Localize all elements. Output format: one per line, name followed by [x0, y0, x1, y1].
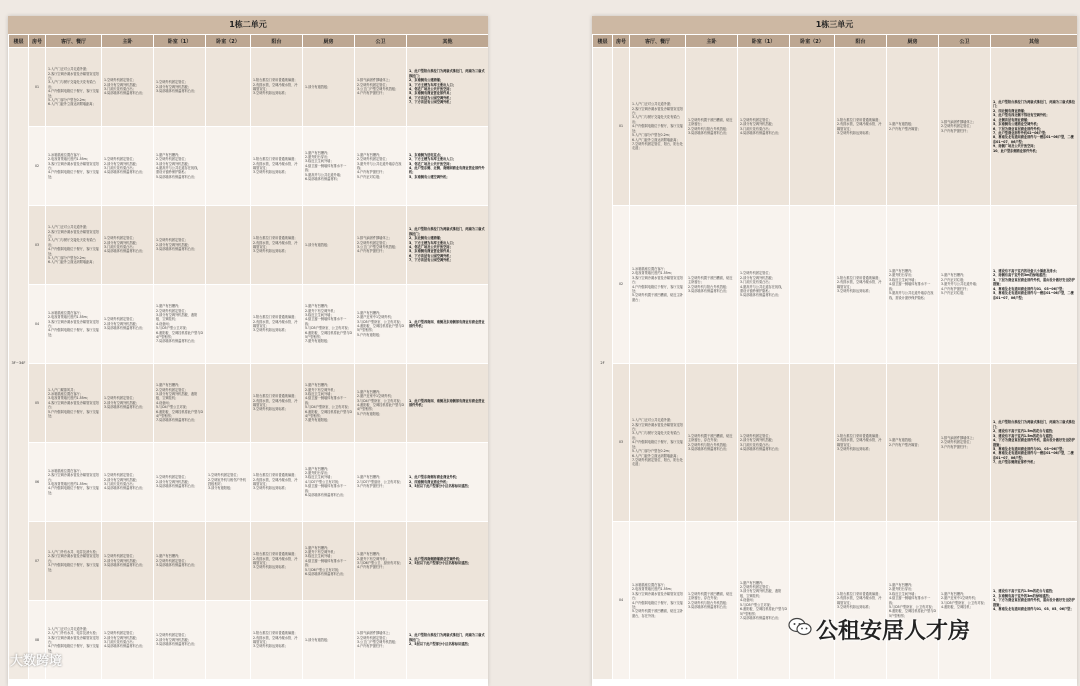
table-row	[593, 48, 1078, 206]
balcony-cell: 1.阳台推拉门采用普通玻璃窗； 2.有排水管，空调冷凝水管、冷媒管穿过； 3.空调外机如达到标准；	[835, 364, 887, 522]
master-bedroom-cell: 1.空调外机置于被凹槽面，贴近主卧窗台； 2.空调外机与阳台外机挡板； 3.局部墙体有保温材料凸出；	[686, 206, 738, 364]
room-number-cell: 04	[29, 285, 46, 364]
table-row	[9, 206, 489, 285]
room-number-cell: 03	[29, 206, 46, 285]
bedroom-1-cell: 1.空调外机固定管位； 2.部分有空调外机挡板； 3.门洞天花有梁凸出； 4.窗高并与公共走道存在视线，需设计窗纱保护隐私； 5.局部墙体有保温材料凸出；	[738, 206, 790, 364]
balcony-cell: 1.阳台推拉门采用普通玻璃窗； 2.有排水管，空调冷凝水管、冷媒管穿过； 3.空调外机如达到标准；	[251, 443, 303, 522]
other-notes-cell: 1、东南侧为送电室点； 2、下方主楼为车库主要出入口； 3、邻近广场及公共开放空间； 4、此户型东侧、北侧、南侧面商业有商业营业部件外机； 5、东南侧有公建空调外机；	[407, 127, 489, 206]
balcony-cell: 1.阳台推拉门采用普通玻璃窗； 2.有排水管，空调冷凝水管、冷媒管穿过； 3.空调外机如达到标准；	[251, 364, 303, 443]
table-row	[9, 364, 489, 443]
right-page	[592, 16, 1077, 686]
left-table	[8, 34, 488, 680]
right-table-header	[593, 35, 1078, 48]
column-header: 厨房	[303, 35, 355, 48]
balcony-cell: 1.阳台推拉门采用普通玻璃窗； 2.有排水管，空调冷凝水管、冷媒管穿过； 3.空调外机如达到标准；	[251, 127, 303, 206]
bedroom-1-cell: 1.窗户有凹槽内； 2.空调外机固定管位； 3.部分有空调外机挡板、遮阳板、空调挂机； 4.设备间； 5.与D5户型公卫对视； 6.遮阳板、空调挂机将此户型与D4户型相邻； 7.局部墙体有保温材料凸出；	[154, 285, 206, 364]
master-bedroom-cell: 1.空调外机固定管位； 2.部分有空调外机挡板； 3.局部墙体有保温材料凸出；	[102, 364, 154, 443]
bedroom-1-cell: 1.空调外机固定管位； 2.部分有空调外机挡板； 3.门洞天花有梁凸出； 4.局部墙体有保温材料凸出；	[738, 48, 790, 206]
table-row	[593, 364, 1078, 522]
column-header: 阳台	[835, 35, 887, 48]
bedroom-2-cell	[206, 127, 251, 206]
bathroom-cell: 1.排气扇固件撑墙体上； 2.空调外机固定管位； 3.公卫门户型空调外机挡板； 4.户内有护窗栏杆；	[355, 48, 407, 127]
room-number-cell: 08	[29, 601, 46, 680]
master-bedroom-cell: 1.空调外机固定管位； 2.部分有空调外机挡板； 3.门洞天花有梁凸出； 4.局部墙体有保温材料凸出；	[102, 127, 154, 206]
bedroom-2-cell	[206, 285, 251, 364]
column-header: 阳台	[251, 35, 303, 48]
column-header: 公卫	[939, 35, 991, 48]
bedroom-1-cell: 1.空调外机固定管位； 2.部分有空调外机挡板； 3.局部墙体有保温材料凸出；	[154, 443, 206, 522]
room-number-cell: 05	[29, 364, 46, 443]
kitchen-cell: 1.窗户有遮挡板； 2.户内有户型冷媒管；	[887, 48, 939, 206]
living-dining-cell: 1.入户门外有水井、电井及消火栓； 2.客厅空调冷凝水管及冷媒管穿过阳台； 3.户内强弱电箱位于餐厅，客厅交接处；	[46, 522, 102, 601]
table-row	[9, 48, 489, 127]
table-row	[9, 127, 489, 206]
bedroom-2-cell	[206, 48, 251, 127]
living-dining-cell: 1.入户门正对公共走道外窗； 2.客厅空调冷凝水管及冷媒管穿过阳台； 3.入户门与餐厅交接处天花有梁凸出； 4.户内强弱电箱位于餐厅，客厅交接处； 5.入户门部分户型在0.2m； 6.入户门距外立面达到附墙距离；	[46, 206, 102, 285]
kitchen-cell: 1.窗户有凹槽内； 2.窗外下有空调外机； 3.临近卫生间外墙； 4.厨卫窗一侧墙体有排水不一致； 5.与D6户型公卫有对视； 6.局部墙体有保温材料凸出；	[303, 522, 355, 601]
column-header: 楼层	[593, 35, 613, 48]
master-bedroom-cell: 1.空调外机固定管位； 2.部分有空调外机挡板； 3.门洞天花有梁凸出； 4.局部墙体有保温材料凸出；	[102, 206, 154, 285]
bedroom-1-cell: 1.空调外机固定管位； 2.部分有空调外机挡板； 3.局部墙体有保温材料凸出；	[154, 206, 206, 285]
kitchen-cell: 1.部分有遮挡板；	[303, 48, 355, 127]
other-notes-cell: 1、此户型东南侧有商业商业外机； 2、西南侧有商业商业外机； 3、5层以下此户型部分小区名称标识遮挡；	[407, 443, 489, 522]
kitchen-cell: 1.窗户有凹槽内； 2.窗外阳台穿出； 3.临近卫生间外墙； 4.厨卫窗一侧墙体有排水不一致； 5.窗高并与公共走道外墙存在视线，需设计窗纱保护隐私；	[887, 206, 939, 364]
living-dining-cell: 1.入户门正对公共走道外窗； 2.客厅空调冷凝水管及冷媒管穿过阳台； 3.入户门与餐厅交接处天花有梁凸出； 4.户内强弱电箱位于餐厅，客厅交接处； 5.入户门部分户型在0.2m； 6.入户门距外立面达到附墙距离； 7.空调外机固定管位、阳台，阳台处走道；	[630, 48, 686, 206]
living-dining-cell: 1.入户门正对公共走道外窗； 2.客厅空调冷凝水管及冷媒管穿过阳台； 3.入户门与餐厅交接处天花有梁凸出； 4.户内强弱电箱位于餐厅，客厅交接处； 5.入户门部分户型在0.2m； 6.入户门距外立面达到附墙距离； 7.空调外机固定管位、阳台，阳台处走道；	[630, 364, 686, 522]
bathroom-cell: 1.窗户有凹槽内； 2.户内正对垃圾； 3.窗外并与公共走道外墙； 4.户内有护窗栏杆； 5.户内正对垃圾；	[939, 206, 991, 364]
other-notes-cell: 1、建设有不高于室内1.5m的花台与遮挡； 2、东南侧有高于室外的3m的绿地遮挡； 3、下方为商业首层商业部件外机，需由设计做好安全防护措施； 4、靠南及北有道间商业部件与01、03、05、06户型；	[991, 522, 1078, 680]
bathroom-cell: 1.窗户有凹槽内； 2.与D7户型厨房、公卫有对视； 3.户内有护窗栏杆；	[355, 443, 407, 522]
column-header: 卧室（1）	[154, 35, 206, 48]
column-header: 公卫	[355, 35, 407, 48]
living-dining-cell: 1.入户门紧靠风井； 2.冰箱插座位置在客厅； 3.电视背景墙长度约1.55m； 4.客厅空调冷凝水管及冷媒管穿过阳台； 5.户内强弱电箱位于餐厅，客厅交接处；	[46, 364, 102, 443]
left-page-title: 1栋二单元	[8, 16, 488, 34]
other-notes-cell: 1、建设有不高于室内的设备大小插座及排水； 2、南侧有高于室外的3m的绿地遮挡； 3、下层为商业首层商业部件外机，需由设计做好安全防护措施； 4、靠南及北有道间商业部件与01、03~06户型； 5、靠南及北有道间商业部件与一楼东01~06户型，二楼东01~07、06户型；	[991, 206, 1078, 364]
balcony-cell: 1.阳台推拉门采用普通玻璃窗； 2.有排水管，空调冷凝水管、冷媒管穿过； 3.空调外机如达到标准；	[251, 601, 303, 680]
column-header: 房号	[613, 35, 630, 48]
living-dining-cell: 1.冰箱插座位置在客厅； 2.客厅空调冷凝水管及冷媒管穿过阳台； 3.电视背景墙长度约1.55m； 4.户内强弱电箱位于餐厅，客厅交接处；	[46, 443, 102, 522]
right-page-title: 1栋三单元	[592, 16, 1077, 34]
balcony-cell: 1.阳台推拉门采用普通玻璃窗； 2.有排水管，空调冷凝水管、冷媒管穿过； 3.空调外机如达到标准；	[251, 285, 303, 364]
bathroom-cell: 1.排气扇固件撑墙体上； 2.空调外机固定管位； 3.公卫门户型空调外机挡板； 4.户内有护窗栏杆；	[355, 206, 407, 285]
room-number-cell: 07	[29, 522, 46, 601]
bedroom-2-cell	[206, 601, 251, 680]
bathroom-cell: 1.排气扇固件撑墙体上； 2.空调外机固定管位； 3.公卫门户型空调外机挡板； 4.户内有护窗栏杆；	[355, 601, 407, 680]
column-header: 卧室（2）	[790, 35, 835, 48]
bathroom-cell: 1.窗户有凹槽内； 2.空调外机固定管位； 3.窗外并与公共走道外墙存在视线； 4.户内有护窗栏杆； 5.户内正对垃圾；	[355, 127, 407, 206]
other-notes-cell: 1、此户型阳台推拉门为两扇式推拉门，两扇为三扇式推拉门； 2、东北侧有公建商铺； 3、下方主楼为车库主要出入口； 4、邻近广场及公共开放空间； 5、东南侧有商业营业部件具； 6、下方首层有公园空调外机； 7、下方首层有公园空调外机；	[407, 206, 489, 285]
other-notes-cell: 1、此户型西南面、南侧及东南侧部有商业有商业营业部件外机；	[407, 364, 489, 443]
bathroom-cell: 1.窗户有凹槽内； 2.窗户近家中1空调外机； 3.与D4户型卧室、公卫有对视； 4.遮阳板、空调挂机将此户型与D4户型相邻； 5.户内有遮阳板；	[355, 364, 407, 443]
room-number-cell: 03	[613, 364, 630, 522]
bathroom-cell: 1.窗户有凹槽内； 2.窗户近家中1空调外机； 3.与D5户型卧室、公卫有对视； 4.遮阳板、空调挂机将此户型与D5户型相邻； 5.户内有遮阳板；	[355, 285, 407, 364]
table-row	[9, 285, 489, 364]
column-header: 客厅、餐厅	[46, 35, 102, 48]
table-row	[9, 601, 489, 680]
column-header: 主卧	[686, 35, 738, 48]
kitchen-cell: 1.窗户有凹槽内； 2.窗外阳台穿出； 3.临近卫生间外墙； 4.与D7户型公卫有对视； 5.厨卫窗一侧墙体有排水不一致； 6.局部墙体有保温材料凸出；	[303, 443, 355, 522]
watermark-right: 公租安居人才房	[816, 619, 971, 644]
table-row	[9, 443, 489, 522]
wechat-icon	[788, 616, 812, 638]
bathroom-cell: 1.窗户有凹槽内； 2.窗户近家中1空调外机； 3.与D5户型卧室、公卫有对视； 4.遮阳板、空调挂机；	[939, 522, 991, 680]
room-number-cell: 04	[613, 522, 630, 680]
left-table-header	[9, 35, 489, 48]
kitchen-cell: 1.窗户有凹槽内； 2.窗外阳台穿出； 3.临近卫生间外墙； 4.厨卫窗一侧墙体有排水不一致； 5.窗高并与公共走道外墙； 6.局部墙体有保温材料；	[303, 127, 355, 206]
room-number-cell: 01	[29, 48, 46, 127]
right-table	[592, 34, 1077, 680]
other-notes-cell: 1、此户型阳台推拉门为两扇式推拉门，两扇为三扇式推拉门； 2、5层以下此户型部分小区名称标识遮挡；	[407, 601, 489, 680]
living-dining-cell: 1.入户门正对公共走道外窗； 2.客厅空调冷凝水管及冷媒管穿过阳台； 3.入户门与餐厅交接处天花有梁凸出； 4.户内强弱电箱位于餐厅，客厅交接处； 5.入户门部分户型在0.2m； 6.入户门距外立面达到附墙距离；	[46, 48, 102, 127]
living-dining-cell: 1.冰箱插座位置在客厅； 2.电视背景墙长度约1.55m； 3.客厅空调冷凝水管及冷媒管穿过阳台； 4.户内强弱电箱位于餐厅，客厅交接处；	[46, 127, 102, 206]
left-table-body	[9, 48, 489, 680]
room-number-cell: 01	[613, 48, 630, 206]
table-row	[9, 522, 489, 601]
bedroom-1-cell: 1.空调外机固定管位； 2.部分有空调外机挡板； 3.局部墙体有保温材料凸出；	[154, 48, 206, 127]
bedroom-2-cell	[206, 522, 251, 601]
bedroom-2-cell	[790, 206, 835, 364]
master-bedroom-cell: 1.空调外机固定管位； 2.部分有空调外机挡板； 3.门洞天花有梁凸出； 4.局部墙体有保温材料凸出；	[102, 443, 154, 522]
column-header: 楼层	[9, 35, 29, 48]
bedroom-2-cell	[206, 206, 251, 285]
living-dining-cell: 1.冰箱插座位置在客厅； 2.电视背景墙长度约1.55m； 3.客厅空调冷凝水管及冷媒管穿过阳台； 4.户内强弱电箱位于餐厅，客厅交接处； 5.空调外机置于被凹槽面，贴近主卧窗台；	[630, 206, 686, 364]
master-bedroom-cell: 1.空调外机置于被凹槽面，贴近主卧窗台，存在外视； 2.空调外机与阳台外机挡板； 3.局部墙体有保温材料凸出；	[686, 522, 738, 680]
bedroom-2-cell	[206, 364, 251, 443]
column-header: 客厅、餐厅	[630, 35, 686, 48]
kitchen-cell: 1.窗户有遮挡板； 2.户内有户型冷媒管；	[887, 364, 939, 522]
column-header: 主卧	[102, 35, 154, 48]
room-number-cell: 02	[29, 127, 46, 206]
other-notes-cell: 1、此户型西南面、南侧及东南侧部有商业有商业营业部件外机；	[407, 285, 489, 364]
kitchen-cell: 1.窗户有凹槽内； 2.窗外下有空调外机； 3.临近卫生间外墙； 4.厨卫窗一侧墙体有排水不一致； 5.与D5户型卧室、公卫有对视； 6.遮阳板、空调挂机将此户型与D5户型相邻； 7.窗外有遮阳板；	[303, 285, 355, 364]
table-row	[593, 206, 1078, 364]
master-bedroom-cell: 1.空调外机置于被凹槽面，贴近主卧窗台，存在外视； 2.空调外机与阳台外机挡板； 3.局部墙体有保温材料凸出；	[686, 364, 738, 522]
bedroom-1-cell: 1.窗户有凹槽内； 2.空调外机固定管位； 3.部分有空调外机挡板、遮阳板、空调挂机； 4.设备间； 5.与D4户型公卫对视； 6.遮阳板、空调挂机将此户型与D4户型相邻； 7.局部墙体有保温材料凸出；	[154, 364, 206, 443]
bedroom-1-cell: 1.窗户有凹槽内； 2.空调外机固定管位； 3.局部墙体有保温材料凸出；	[154, 522, 206, 601]
column-header: 其他	[991, 35, 1078, 48]
column-header: 房号	[29, 35, 46, 48]
bedroom-1-cell: 1.窗户有凹槽内； 2.空调外机固定管位； 3.部分有空调外机挡板、遮阳板、空调挂机； 4.设备间； 5.与D5户型公卫对视； 6.遮阳板、空调挂机将此户型与D5户型相邻； 7.局部墙体有保温材料凸出；	[738, 522, 790, 680]
column-header: 其他	[407, 35, 489, 48]
floor-cell: 3F~34F	[9, 48, 29, 680]
column-header: 厨房	[887, 35, 939, 48]
room-number-cell: 02	[613, 206, 630, 364]
bedroom-2-cell	[790, 48, 835, 206]
living-dining-cell: 1.入户门正对公共走道外窗； 2.入户门外有水井、电井及消火栓； 3.客厅空调冷凝水管及冷媒管穿过阳台； 4.户内强弱电箱位于餐厅，客厅交接处；	[46, 601, 102, 680]
balcony-cell: 1.阳台推拉门采用普通玻璃窗； 2.有排水管，空调冷凝水管、冷媒管穿过； 3.空调外机如达到标准；	[835, 48, 887, 206]
other-notes-cell: 1、此户型阳台推拉门为两扇式推拉门，两扇为三扇式推拉门； 2、西北侧有商业商铺； 3、此户型有西北侧不得设有空调外机； 4、北侧首层有商业商铺； 5、东南侧有公建商业空调外机； 6、下层为商业首层商业部件外机； 7、此户型商业部件外机02~06户型； 8、靠南及北有道间商业部件与一楼东01~06户型，二楼东01~07、06户型； 9、南侧广场及公共开放空间； 10、此户型东侧商业部件外机；	[991, 48, 1078, 206]
balcony-cell: 1.阳台推拉门采用普通玻璃窗； 2.有排水管，空调冷凝水管、冷媒管穿过； 3.空调外机如达到标准；	[835, 206, 887, 364]
kitchen-cell: 1.部分有遮挡板；	[303, 206, 355, 285]
bedroom-1-cell: 1.空调外机固定管位； 2.部分有空调外机挡板； 3.局部墙体有保温材料凸出；	[154, 601, 206, 680]
kitchen-cell: 1.部分有遮挡板；	[303, 601, 355, 680]
column-header: 卧室（1）	[738, 35, 790, 48]
bathroom-cell: 1.排气扇固件撑墙体上； 2.空调外机固定管位； 3.户内有护窗栏杆；	[939, 48, 991, 206]
other-notes-cell: 1、此户型西南侧商铺商业空调外机； 2、5层以下此户型部分小区名称标识遮挡；	[407, 522, 489, 601]
master-bedroom-cell: 1.空调外机固定管位； 2.部分有空调外机挡板； 3.局部墙体有保温材料凸出；	[102, 522, 154, 601]
kitchen-cell: 1.窗户有凹槽内； 2.窗外阳台穿出； 3.临近卫生间外墙； 4.厨卫窗一侧墙体有排水不一致； 5.与D5户型卧室、公卫有对视； 6.遮阳板、空调挂机将此户型与D5户型相邻；	[887, 522, 939, 680]
floor-cell: 2F	[593, 48, 613, 680]
living-dining-cell: 1.冰箱插座位置在客厅； 2.电视背景墙长度约1.55m； 3.客厅空调冷凝水管及冷媒管穿过阳台； 4.户内强弱电箱位于餐厅，客厅交接处； 5.空调外机置于被凹槽面，贴近主卧窗台，存在外视；	[630, 522, 686, 680]
balcony-cell: 1.阳台推拉门采用普通玻璃窗； 2.有排水管，空调冷凝水管、冷媒管穿过； 3.空调外机如达到标准；	[251, 522, 303, 601]
kitchen-cell: 1.窗户有凹槽内； 2.窗外下有空调外机； 3.临近卫生间外墙； 4.厨卫窗一侧墙体有排水不一致； 5.与D4户型卧室、公卫有对视； 6.遮阳板、空调挂机将此户型与D4户型相邻； 7.窗外有遮阳板；	[303, 364, 355, 443]
master-bedroom-cell: 1.空调外机固定管位； 2.部分有空调外机挡板； 3.门洞天花有梁凸出； 4.局部墙体有保温材料凸出；	[102, 601, 154, 680]
bedroom-2-cell	[790, 364, 835, 522]
column-header: 卧室（2）	[206, 35, 251, 48]
master-bedroom-cell: 1.空调外机固定管位； 2.部分有空调外机挡板； 3.门洞天花有梁凸出； 4.局部墙体有保温材料凸出；	[102, 48, 154, 127]
bathroom-cell: 1.窗户有凹槽内； 2.窗外下有空调外机； 3.与D6户型公卫、厨房有对视； 4.户内有护窗栏杆；	[355, 522, 407, 601]
bedroom-1-cell: 1.空调外机固定管位； 2.部分有空调外机挡板； 3.门洞天花有梁凸出； 4.局部墙体有保温材料凸出；	[738, 364, 790, 522]
balcony-cell: 1.阳台推拉门采用普通玻璃窗； 2.有排水管，空调冷凝水管、冷媒管穿过； 3.空调外机如达到标准；	[835, 522, 887, 680]
bathroom-cell: 1.排气扇固件撑墙体上； 2.空调外机固定管位； 3.户内有护窗栏杆；	[939, 364, 991, 522]
balcony-cell: 1.阳台推拉门采用普通玻璃窗； 2.有排水管，空调冷凝水管、冷媒管穿过； 3.空调外机如达到标准；	[251, 206, 303, 285]
master-bedroom-cell: 1.空调外机置于被凹槽面，贴近主卧窗台； 2.空调外机与阳台外机挡板； 3.局部墙体有保温材料凸出；	[686, 48, 738, 206]
other-notes-cell: 1、此户型阳台推拉门为两扇式推拉门，两扇为三扇式推拉门； 2、建设有不高于室内1.5m的花台与遮挡； 3、建设有不高于室内1.5m的花台与遮挡； 4、下方为商业首层商业部件外机，需由设计做好安全防护措施； 5、靠南及北有道间商业部件与01、03~06户型； 6、靠南及北有道间商业部件与一楼东01~06户型，二楼东01~07、06户型； 7、此户型东侧商业部件外机；	[991, 364, 1078, 522]
table-row	[593, 522, 1078, 680]
other-notes-cell: 1、此户型阳台推拉门为两扇式推拉门，两扇为三扇式推拉门； 2、东南侧有公建商铺； 3、下方主楼为车库主要出入口； 4、邻近广场及公共开放空间； 5、东南侧有商业营业部件具； 6、下方首层为公园空调外机； 7、下方首层有公园空调外机；	[407, 48, 489, 127]
balcony-cell: 1.阳台推拉门采用普通玻璃窗； 2.有排水管，空调冷凝水管、冷媒管穿过； 3.空调外机如达到标准；	[251, 48, 303, 127]
watermark-left: 大数跨境	[10, 654, 63, 669]
bedroom-1-cell: 1.窗户有凹槽内； 2.空调外机固定管位； 3.部分有空调外机挡板； 4.窗高并与公共走道存在视线，需设计窗纱保护隐私； 5.局部墙体有保温材料凸出；	[154, 127, 206, 206]
left-page	[8, 16, 488, 686]
room-number-cell: 06	[29, 443, 46, 522]
bedroom-2-cell	[790, 522, 835, 680]
right-table-body	[593, 48, 1078, 680]
master-bedroom-cell: 1.空调外机固定管位； 2.部分有空调外机挡板； 3.局部墙体有保温材料凸出；	[102, 285, 154, 364]
bedroom-2-cell: 1.空调外机固定管位； 2.空调室外机与相邻户外机挡板相对； 3.部分有遮阳板；	[206, 443, 251, 522]
living-dining-cell: 1.冰箱插座位置在客厅； 2.电视背景墙长度约1.55m； 3.客厅空调冷凝水管及冷媒管穿过阳台； 4.户内强弱电箱位于餐厅，客厅交接处；	[46, 285, 102, 364]
